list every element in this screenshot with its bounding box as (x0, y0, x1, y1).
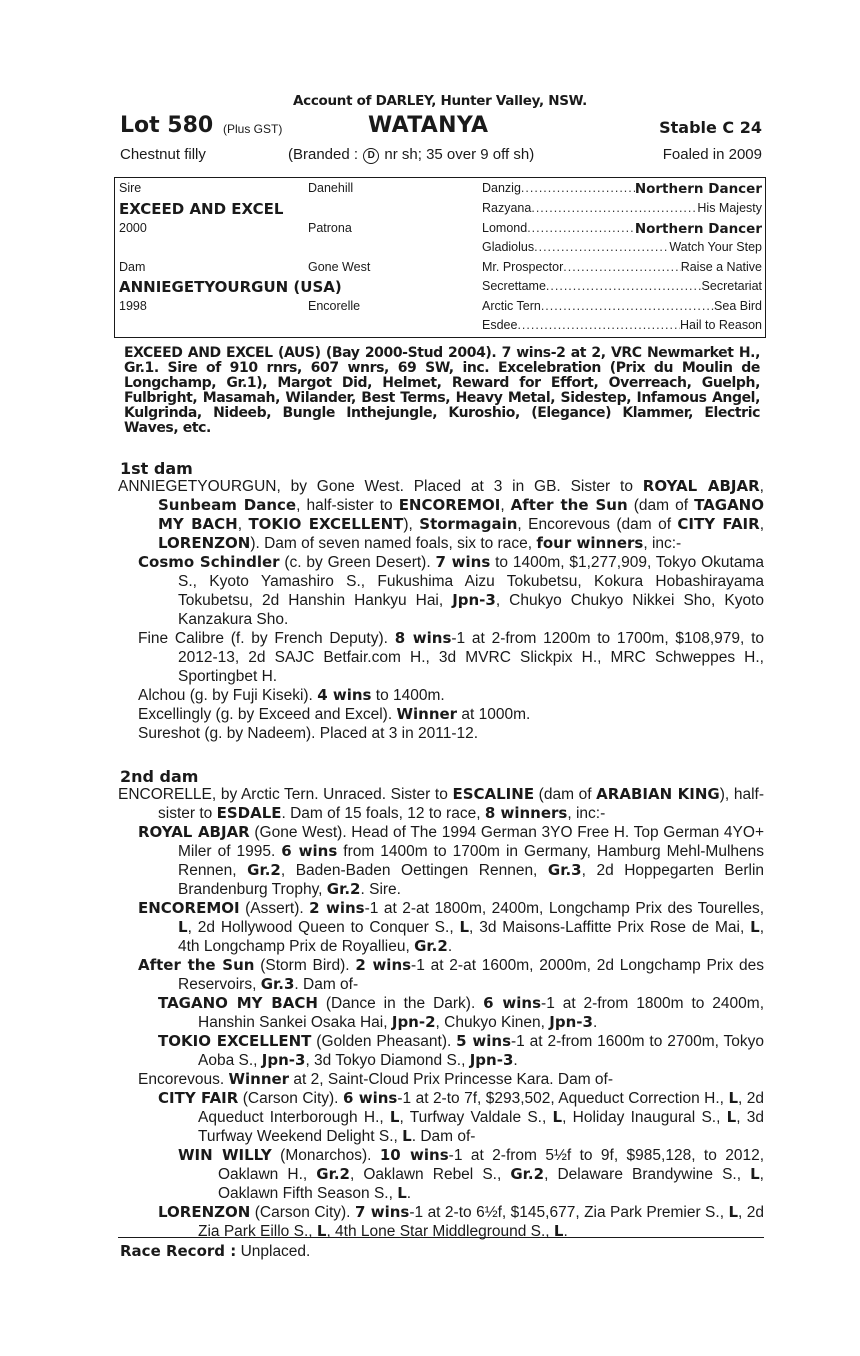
bold-segment: TAGANO MY BACH (158, 496, 764, 533)
dam-paragraph (118, 1070, 764, 1089)
text-segment: (Storm Bird). (254, 957, 356, 974)
bold-segment: 8 winners (484, 804, 568, 822)
text-segment: , 2d Aqueduct Interborough H., (198, 1090, 764, 1126)
text-segment: -1 at 2-at 1800m, 2400m, Longchamp Prix des Tourelles, (364, 900, 765, 917)
bold-segment: CITY FAIR (677, 515, 760, 533)
gen3-line (482, 260, 762, 278)
text-segment: , 2d Hoppegarten Berlin Brandenburg Trophy, (178, 862, 765, 898)
bold-segment: After the Sun (138, 956, 255, 974)
text-segment: Fine Calibre (f. by French Deputy). (138, 630, 395, 647)
text-segment: (c. by Green Desert). (279, 554, 436, 571)
branded-prefix: (Branded : (288, 146, 359, 163)
gen3-name: Lomond (482, 221, 528, 235)
text-segment: (Carson City). (238, 1090, 343, 1107)
sire-name: EXCEED AND EXCEL (119, 200, 284, 218)
bold-segment: 10 wins (379, 1146, 449, 1164)
stable-number: Stable C 24 (659, 118, 762, 137)
text-segment: , half-sister to (296, 497, 399, 514)
text-segment: , 4th Lone Star Middleground S., (326, 1223, 554, 1240)
gen3-name: Razyana (482, 201, 532, 215)
text-segment: . (592, 1014, 598, 1031)
bold-segment: 2 wins (355, 956, 412, 974)
dam-paragraph (118, 899, 764, 956)
dam-year: 1998 (119, 299, 147, 313)
text-segment: , Delaware Brandywine S., (544, 1166, 751, 1183)
bold-segment: WIN WILLY (178, 1146, 272, 1164)
text-segment: -1 at 2-at 1600m, 2000m, 2d Longchamp Prix des Reservoirs, (178, 957, 764, 993)
sire-summary: EXCEED AND EXCEL (AUS) (Bay 2000-Stud 2004). 7 wins-2 at 2, VRC Newmarket H., Gr.1. Sire of 910 rnrs, 607 wnrs, 69 SW, inc. Excelebration (Prix du Moulin de Longchamp, Gr.1), Margot Did, Helmet, Reward for Effort, Overreach, Guelph, Fulbright, Masamah, Wilander, Best Terms, Heavy Metal, Sidestep, Infamous Angel, Kulgrinda, Nideeb, Bungle Inthejungle, Kuroshio, (Elegance) Klammer, Electric Waves, etc. (124, 345, 760, 436)
bold-segment: Sunbeam Dance (158, 496, 297, 514)
gen3-line (482, 240, 762, 258)
dam-paragraph (118, 724, 764, 743)
text-segment: , (759, 516, 765, 533)
text-segment: ), (403, 516, 420, 533)
gen3-sire: Northern Dancer (634, 181, 762, 197)
bold-segment: L (750, 1165, 760, 1183)
sire-year: 2000 (119, 221, 147, 235)
dam-paragraph (118, 686, 764, 705)
pedigree-table (114, 177, 766, 338)
gen3-line (482, 299, 762, 317)
brand-d-icon: D (363, 148, 379, 164)
bold-segment: Winner (396, 705, 458, 723)
bold-segment: 7 wins (354, 1203, 410, 1221)
bold-segment: Gr.2 (316, 1165, 350, 1183)
first-dam-section (118, 477, 764, 743)
bold-segment: L (750, 918, 760, 936)
bold-segment: Jpn-2 (391, 1013, 436, 1031)
text-segment: Alchou (g. by Fuji Kiseki). (138, 687, 318, 704)
bold-segment: LORENZON (158, 534, 251, 552)
bold-segment: Gr.2 (414, 937, 448, 955)
bold-segment: 2 wins (309, 899, 365, 917)
gen3-name: Gladiolus (482, 240, 535, 254)
text-segment: (Gone West). Head of The 1994 German 3YO Free H. Top German 4YO+ Miler of 1995. (178, 824, 764, 860)
gen3-name: Secrettame (482, 279, 546, 293)
text-segment: Sureshot (g. by Nadeem). Placed at 3 in 2011-12. (138, 725, 479, 742)
bold-segment: L (728, 1089, 738, 1107)
text-segment: , 3d Tokyo Diamond S., (305, 1052, 470, 1069)
brand-description (288, 146, 534, 164)
sire-sire: Danehill (308, 181, 354, 195)
gen3-sire: Raise a Native (680, 260, 762, 274)
branded-suffix: nr sh; 35 over 9 off sh) (384, 146, 535, 163)
bold-segment: L (726, 1108, 737, 1126)
bold-segment: L (178, 918, 188, 936)
text-segment: , inc:- (643, 535, 682, 552)
race-record-value: Unplaced. (240, 1243, 311, 1260)
dam-paragraph (118, 956, 764, 994)
bold-segment: Jpn-3 (469, 1051, 514, 1069)
text-segment: at 1000m. (457, 706, 531, 723)
text-segment: . Dam of 15 foals, 12 to race, (281, 805, 485, 822)
dam-paragraph (118, 705, 764, 724)
bold-segment: ROYAL ABJAR (642, 477, 760, 495)
foaled-year: Foaled in 2009 (662, 146, 762, 163)
bold-segment: L (459, 918, 470, 936)
bold-segment: 4 wins (317, 686, 372, 704)
text-segment: (Assert). (239, 900, 310, 917)
text-segment: to 1400m. (371, 687, 445, 704)
text-segment: at 2, Saint-Cloud Prix Princesse Kara. Dam of- (289, 1071, 613, 1088)
text-segment: , (500, 497, 511, 514)
bold-segment: L (316, 1222, 327, 1240)
text-segment: (dam of (627, 497, 695, 514)
text-segment: (dam of (534, 786, 597, 803)
bold-segment: TOKIO EXCELLENT (158, 1032, 312, 1050)
bold-segment: 6 wins (281, 842, 338, 860)
bold-segment: ROYAL ABJAR (138, 823, 250, 841)
dam-label: Dam (119, 260, 146, 274)
bold-segment: Jpn-3 (549, 1013, 593, 1031)
dam-paragraph (118, 553, 764, 629)
text-segment: (Golden Pheasant). (311, 1033, 457, 1050)
dam-paragraph (118, 477, 764, 553)
sire-label: Sire (119, 181, 142, 195)
sire-dam: Patrona (308, 221, 352, 235)
text-segment: Encorevous. (138, 1071, 229, 1088)
text-segment: . (406, 1185, 412, 1202)
bold-segment: Jpn-3 (452, 591, 496, 609)
bold-segment: 5 wins (456, 1032, 512, 1050)
bold-segment: ENCOREMOI (398, 496, 501, 514)
dam-paragraph (118, 994, 764, 1032)
bold-segment: Stormagain (419, 515, 518, 533)
gen3-sire: Watch Your Step (669, 240, 762, 254)
lot-header (120, 113, 762, 141)
bold-segment: 7 wins (435, 553, 491, 571)
bold-segment: 6 wins (483, 994, 542, 1012)
gen3-name: Esdee (482, 318, 518, 332)
text-segment: . (447, 938, 453, 955)
gen3-name: Mr. Prospector (482, 260, 564, 274)
bold-segment: L (402, 1127, 412, 1145)
dam-paragraph (118, 629, 764, 686)
race-record-label: Race Record : (120, 1242, 237, 1260)
text-segment: Excellingly (g. by Exceed and Excel). (138, 706, 397, 723)
gen3-line (482, 318, 762, 336)
bold-segment: After the Sun (510, 496, 628, 514)
dam-paragraph (118, 1146, 764, 1203)
first-dam-heading: 1st dam (120, 459, 193, 478)
text-segment: -1 at 2-from 5½f to 9f, $985,128, to 2012, Oaklawn H., (218, 1147, 765, 1183)
text-segment: . (563, 1223, 568, 1240)
text-segment: . Sire. (360, 881, 401, 898)
text-segment: . (513, 1052, 518, 1069)
bold-segment: Gr.2 (247, 861, 281, 879)
bold-segment: L (389, 1108, 400, 1126)
bold-segment: TOKIO EXCELLENT (248, 515, 404, 533)
horse-name: WATANYA (368, 113, 489, 138)
gen3-sire: Secretariat (701, 279, 762, 293)
divider-line (118, 1237, 764, 1238)
gen3-sire: Hail to Reason (680, 318, 762, 332)
dam-paragraph (118, 1089, 764, 1146)
text-segment: , inc:- (567, 805, 606, 822)
text-segment: (Carson City). (250, 1204, 355, 1221)
text-segment: (Monarchos). (271, 1147, 380, 1164)
text-segment: (Dance in the Dark). (317, 995, 484, 1012)
dam-sire: Gone West (308, 260, 371, 274)
dam-paragraph (118, 1032, 764, 1070)
gen3-line (482, 221, 762, 239)
bold-segment: ARABIAN KING (596, 785, 720, 803)
text-segment: . Dam of- (294, 976, 359, 993)
text-segment: ), half-sister to (158, 786, 764, 822)
text-segment: , 3d Maisons-Laffitte Prix Rose de Mai, (469, 919, 751, 936)
dam-dam: Encorelle (308, 299, 361, 313)
bold-segment: ENCOREMOI (138, 899, 240, 917)
bold-segment: Gr.2 (326, 880, 361, 898)
text-segment: . Dam of- (411, 1128, 476, 1145)
bold-segment: LORENZON (158, 1203, 251, 1221)
text-segment: , Baden-Baden Oettingen Rennen, (280, 862, 548, 879)
text-segment: ANNIEGETYOURGUN, by Gone West. Placed at 3 in GB. Sister to (118, 478, 643, 495)
bold-segment: ESCALINE (452, 785, 535, 803)
gen3-name: Danzig (482, 181, 521, 195)
bold-segment: L (397, 1184, 407, 1202)
bold-segment: four winners (536, 534, 644, 552)
bold-segment: TAGANO MY BACH (158, 994, 318, 1012)
second-dam-section (118, 785, 764, 1241)
bold-segment: Gr.3 (260, 975, 295, 993)
text-segment: , Oaklawn Rebel S., (349, 1166, 511, 1183)
text-segment: -1 at 2-from 1800m to 2400m, Hanshin Sankei Osaka Hai, (198, 995, 765, 1031)
text-segment: , 4th Longchamp Prix de Royallieu, (178, 919, 764, 955)
bold-segment: Cosmo Schindler (138, 553, 280, 571)
text-segment: ENCORELLE, by Arctic Tern. Unraced. Sister to (118, 786, 453, 803)
text-segment: , Chukyo Chukyo Nikkei Sho, Kyoto Kanzakura Sho. (178, 592, 764, 628)
text-segment: -1 at 2-from 1200m to 1700m, $108,979, to 2012-13, 2d SAJC Betfair.com H., 3d MVRC Slickpix H., MRC Schweppes H., Sportingbet H. (178, 630, 764, 685)
bold-segment: L (728, 1203, 739, 1221)
text-segment: , 2d Zia Park Eillo S., (198, 1204, 765, 1240)
race-record (120, 1242, 310, 1261)
gen3-line (482, 181, 762, 199)
account-heading: Account of DARLEY, Hunter Valley, NSW. (292, 93, 588, 109)
bold-segment: L (553, 1222, 564, 1240)
text-segment: , (237, 516, 249, 533)
bold-segment: 6 wins (342, 1089, 398, 1107)
text-segment: to 1400m, $1,277,909, Tokyo Okutama S., Kyoto Yamashiro S., Fukushima Aizu Tokubetsu, Kokura Hobashirayama Tokubetsu, 2d Hanshin Hankyu Hai, (178, 554, 765, 609)
dam-paragraph (118, 1203, 764, 1241)
gen3-sire: Sea Bird (714, 299, 762, 313)
text-segment: from 1400m to 1700m in Germany, Hamburg Mehl-Mulhens Rennen, (178, 843, 765, 879)
text-segment: , Holiday Inaugural S., (562, 1109, 727, 1126)
bold-segment: Jpn-3 (261, 1051, 306, 1069)
bold-segment: L (552, 1108, 563, 1126)
text-segment: , Oaklawn Fifth Season S., (218, 1166, 764, 1202)
text-segment: -1 at 2-to 7f, $293,502, Aqueduct Correction H., (397, 1090, 729, 1107)
dam-paragraph (118, 785, 764, 823)
text-segment: -1 at 2-to 6½f, $145,677, Zia Park Premier S., (409, 1204, 729, 1221)
second-dam-heading: 2nd dam (120, 767, 199, 786)
gen3-sire: Northern Dancer (634, 221, 762, 237)
bold-segment: CITY FAIR (158, 1089, 239, 1107)
text-segment: ). Dam of seven named foals, six to race, (250, 535, 537, 552)
gen3-name: Arctic Tern (482, 299, 541, 313)
dam-name: ANNIEGETYOURGUN (USA) (119, 278, 342, 296)
lot-number: Lot 580 (120, 113, 214, 138)
text-segment: , (759, 478, 764, 495)
text-segment: , 2d Hollywood Queen to Conquer S., (187, 919, 460, 936)
bold-segment: ESDALE (216, 804, 282, 822)
text-segment: , Encorevous (dam of (517, 516, 678, 533)
bold-segment: Winner (228, 1070, 290, 1088)
bold-segment: Gr.2 (510, 1165, 545, 1183)
horse-description (120, 146, 762, 168)
text-segment: -1 at 2-from 1600m to 2700m, Tokyo Aoba S., (198, 1033, 765, 1069)
horse-sex-color: Chestnut filly (120, 146, 206, 163)
text-segment: , 3d Turfway Weekend Delight S., (198, 1109, 764, 1145)
gen3-line (482, 201, 762, 219)
text-segment: , Chukyo Kinen, (435, 1014, 550, 1031)
gen3-sire: His Majesty (697, 201, 762, 215)
dam-paragraph (118, 823, 764, 899)
bold-segment: Gr.3 (547, 861, 582, 879)
text-segment: , Turfway Valdale S., (399, 1109, 553, 1126)
gen3-line (482, 279, 762, 297)
plus-gst-note: (Plus GST) (223, 122, 283, 136)
bold-segment: 8 wins (394, 629, 452, 647)
